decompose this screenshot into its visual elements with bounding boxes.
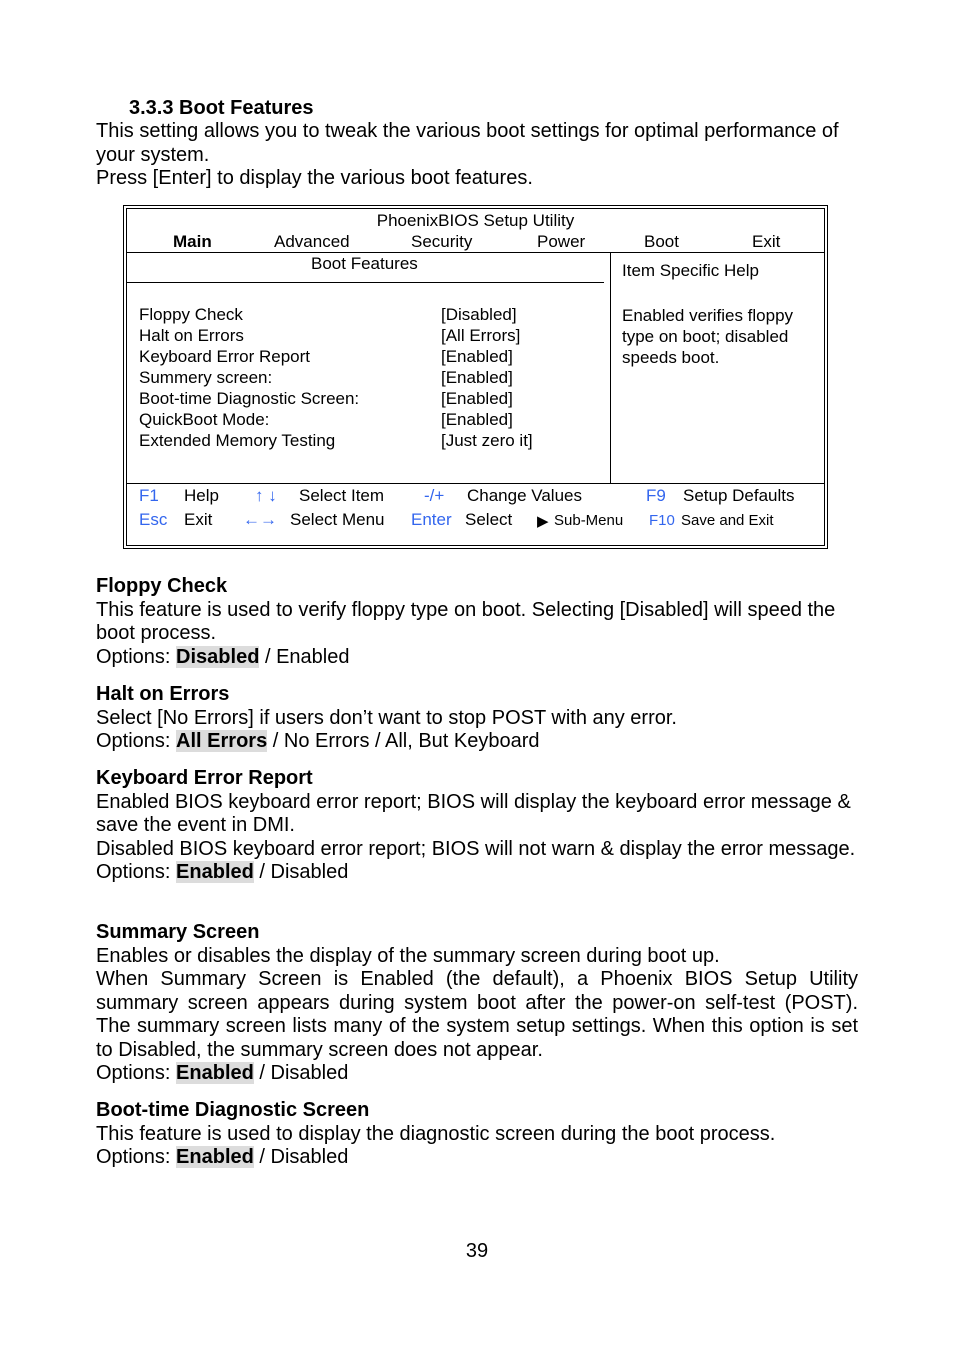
- section-heading: 3.3.3 Boot Features: [129, 97, 314, 119]
- section-title: Boot-time Diagnostic Screen: [96, 1099, 370, 1121]
- other-options: / Disabled: [253, 1062, 349, 1084]
- section-title: Keyboard Error Report: [96, 767, 313, 789]
- setting-diagnostic-screen: Boot-time Diagnostic Screen:: [139, 389, 360, 408]
- setting-summary-screen: Summery screen:: [139, 368, 273, 387]
- section-boot-diagnostic-screen: [96, 1099, 858, 1170]
- key-esc: Esc: [139, 510, 168, 529]
- default-option: Enabled: [176, 1146, 254, 1168]
- other-options: / Disabled: [253, 861, 349, 883]
- section-halt-on-errors: [96, 683, 858, 754]
- key-select-menu-label: Select Menu: [290, 510, 385, 529]
- key-f1: F1: [139, 486, 159, 505]
- key-enter: Enter: [411, 510, 452, 529]
- intro-instruction: Press [Enter] to display the various boot features.: [96, 167, 533, 189]
- setting-floppy-check-value: [Disabled]: [441, 305, 517, 324]
- options-prefix: Options:: [96, 645, 177, 668]
- bios-setup-screen: [123, 205, 828, 549]
- section-title: Halt on Errors: [96, 683, 230, 705]
- setting-diagnostic-screen-value: [Enabled]: [441, 389, 513, 408]
- setting-keyboard-error-value: [Enabled]: [441, 347, 513, 366]
- section-options: [96, 1146, 858, 1170]
- other-options: / No Errors / All, But Keyboard: [267, 730, 540, 752]
- default-option: Enabled: [176, 861, 254, 883]
- intro-paragraph: This setting allows you to tweak the various boot settings for optimal performance of your system.: [96, 120, 839, 166]
- key-setup-defaults-label: Setup Defaults: [683, 486, 795, 505]
- help-text: Enabled verifies floppy type on boot; disabled speeds boot.: [622, 306, 794, 367]
- key-submenu-label: Sub-Menu: [554, 512, 624, 529]
- section-text: This feature is used to display the diagnostic screen during the boot process.: [96, 1122, 776, 1145]
- section-floppy-check: [96, 575, 858, 669]
- help-divider: [610, 253, 611, 483]
- key-f9: F9: [646, 486, 666, 505]
- left-right-arrow-icon: ←→: [243, 510, 277, 529]
- panel-title-divider: [127, 282, 604, 283]
- other-options: / Disabled: [253, 1146, 349, 1168]
- section-text: Enables or disables the display of the summary screen during boot up.: [96, 944, 720, 967]
- setting-halt-on-errors-value: [All Errors]: [441, 326, 521, 345]
- setting-quickboot-value: [Enabled]: [441, 410, 513, 429]
- menu-boot: Boot: [644, 232, 679, 251]
- intro-text: [96, 120, 861, 191]
- section-text: Select [No Errors] if users don’t want to stop POST with any error.: [96, 706, 677, 729]
- options-prefix: Options:: [96, 1146, 177, 1168]
- keys-divider: [127, 483, 824, 484]
- section-text-detail: When Summary Screen is Enabled (the default), a Phoenix BIOS Setup Utility summary screen appears during system boot after the power-on self-test (POST). The summary screen lists many of the system setup settings. When this option is set to Disabled, the summary screen does not appear.: [96, 968, 858, 1061]
- menu-main: Main: [173, 232, 212, 251]
- section-title: Floppy Check: [96, 575, 228, 597]
- menu-divider: [127, 252, 824, 253]
- setting-extended-memory-value: [Just zero it]: [441, 431, 533, 450]
- panel-title: Boot Features: [311, 254, 418, 273]
- key-change-values-label: Change Values: [467, 486, 582, 505]
- key-exit-label: Exit: [184, 510, 213, 529]
- options-prefix: Options:: [96, 730, 177, 752]
- menu-advanced: Advanced: [274, 232, 350, 251]
- section-options: [96, 646, 858, 670]
- menu-power: Power: [537, 232, 586, 251]
- menu-security: Security: [411, 232, 473, 251]
- menu-exit: Exit: [752, 232, 781, 251]
- up-down-arrow-icon: ↑ ↓: [255, 486, 277, 505]
- section-options: [96, 1062, 858, 1086]
- options-prefix: Options:: [96, 1062, 177, 1084]
- key-help-label: Help: [184, 486, 219, 505]
- setting-summary-screen-value: [Enabled]: [441, 368, 513, 387]
- section-text-disabled: Disabled BIOS keyboard error report; BIOS will not warn & display the error message.: [96, 837, 856, 860]
- section-options: [96, 861, 858, 885]
- default-option: Enabled: [176, 1062, 254, 1084]
- key-select-item-label: Select Item: [299, 486, 385, 505]
- key-save-exit-label: Save and Exit: [681, 512, 774, 529]
- section-text: This feature is used to verify floppy type on boot. Selecting [Disabled] will speed the boot process.: [96, 598, 836, 644]
- section-title: Summary Screen: [96, 921, 260, 943]
- help-title: Item Specific Help: [622, 261, 759, 280]
- setting-halt-on-errors: Halt on Errors: [139, 326, 244, 345]
- section-text-enabled: Enabled BIOS keyboard error report; BIOS will display the keyboard error message & save the event in DMI.: [96, 790, 851, 836]
- default-option: Disabled: [176, 645, 260, 668]
- options-prefix: Options:: [96, 861, 177, 883]
- setting-quickboot: QuickBoot Mode:: [139, 410, 270, 429]
- section-keyboard-error-report: [96, 767, 858, 885]
- bios-frame: [126, 208, 825, 546]
- key-f10: F10: [649, 512, 675, 529]
- setting-floppy-check: Floppy Check: [139, 305, 243, 324]
- key-select-label: Select: [465, 510, 513, 529]
- section-summary-screen: [96, 921, 858, 1086]
- key-minus-plus: -/+: [424, 486, 445, 505]
- play-arrow-icon: ▶: [537, 513, 549, 530]
- default-option: All Errors: [176, 730, 268, 752]
- section-options: [96, 730, 858, 754]
- setting-extended-memory: Extended Memory Testing: [139, 431, 336, 450]
- other-options: / Enabled: [259, 645, 350, 668]
- page-number: 39: [465, 1240, 489, 1262]
- setting-keyboard-error: Keyboard Error Report: [139, 347, 311, 366]
- bios-title: PhoenixBIOS Setup Utility: [376, 211, 575, 230]
